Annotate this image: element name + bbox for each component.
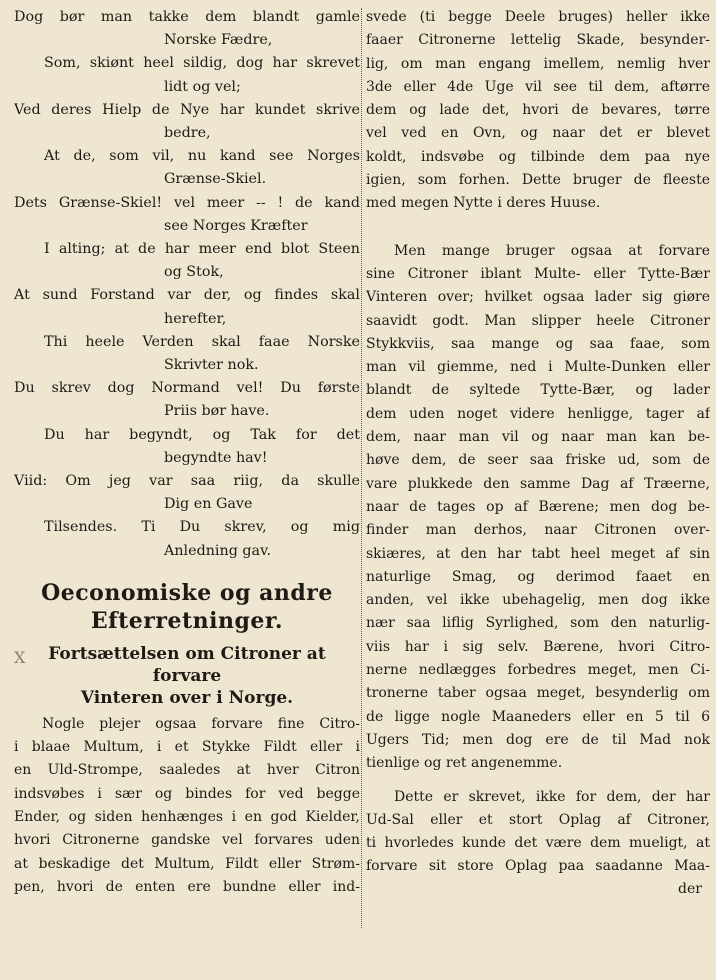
poem-line: Du har begyndt, og Tak for det <box>44 426 360 443</box>
section-title: Efterretninger. <box>90 607 284 634</box>
text-line: lig, om man engang imellem, nemlig hver <box>366 55 710 72</box>
text-line: vel ved en Ovn, og naar det er blevet <box>366 125 710 142</box>
poem-line: begyndte hav! <box>164 449 268 466</box>
text-line: 3de eller 4de Uge vil see til dem, aftørre <box>366 78 710 95</box>
poem-line: Anledning gav. <box>164 542 272 559</box>
poem-line: Skrivter nok. <box>164 357 259 374</box>
poem-line: At sund Forstand var der, og findes skal <box>14 287 360 304</box>
text-line: forvare sit store Oplag paa saadanne Maa- <box>366 858 710 875</box>
poem-line: bedre, <box>164 125 211 142</box>
text-line: med megen Nytte i deres Huuse. <box>366 195 601 212</box>
text-line: dem og lade det, hvori de bevares, tørre <box>366 102 710 119</box>
poem-line: lidt og vel; <box>164 78 241 95</box>
text-line: sine Citroner iblant Multe- eller Tytte-Bær <box>366 265 710 282</box>
text-line: en Uld-Strompe, saaledes at hver Citron <box>14 762 360 779</box>
text-line: vare plukkede den samme Dag af Træerne, <box>366 475 710 492</box>
poem-line: Priis bør have. <box>164 403 270 420</box>
poem-line: see Norges Kræfter <box>164 217 308 234</box>
text-line-end: der <box>678 880 702 897</box>
text-line: blandt de syltede Tytte-Bær, og lader <box>366 382 710 399</box>
article-title: Fortsættelsen om Citroner at forvare <box>48 643 326 686</box>
poem-line: herefter, <box>164 310 227 327</box>
poem-line: og Stok, <box>164 264 224 281</box>
poem-line: Du skrev dog Normand vel! Du første <box>14 380 360 397</box>
article-title: Vinteren over i Norge. <box>80 687 294 708</box>
text-line: at beskadige det Multum, Fildt eller Strøm- <box>14 855 360 872</box>
section-title: Oeconomiske og andre <box>41 579 333 606</box>
poem-line: At de, som vil, nu kand see Norges <box>44 148 360 165</box>
text-line: igien, som forhen. Dette bruger de fleeste <box>366 172 710 189</box>
text-line: dem uden noget videre henligge, tager af <box>366 405 710 422</box>
text-line: Men mange bruger ogsaa at forvare <box>394 242 710 259</box>
margin-mark: X <box>14 648 26 667</box>
right-paragraph-3 <box>366 786 710 899</box>
text-line: naar de tages op af Bærene; men dog be- <box>366 498 710 515</box>
poem <box>14 6 360 563</box>
text-line: ti hvorledes kunde det være dem mueligt, at <box>366 835 710 852</box>
poem-line: Norske Fædre, <box>164 32 273 49</box>
text-line: Vinteren over; hvilket ogsaa lader sig giøre <box>366 289 710 306</box>
text-line: naturlige Smag, og derimod faaet en <box>366 568 710 585</box>
text-line: nerne nedlægges forbedres meget, men Ci- <box>366 662 710 679</box>
text-line: man vil giemme, ned i Multe-Dunken eller <box>366 359 710 376</box>
text-line: i blaae Multum, i et Stykke Fildt eller i <box>14 739 360 756</box>
left-column <box>14 6 360 899</box>
text-line: Ud-Sal eller et stort Oplag af Citroner, <box>366 811 710 828</box>
text-line: tienlige og ret angenemme. <box>366 755 563 772</box>
text-line: Stykkviis, saa mange og saa faae, som <box>366 335 710 352</box>
text-line: pen, hvori de enten ere bundne eller ind- <box>14 878 360 895</box>
poem-line: Viid: Om jeg var saa riig, da skulle <box>14 473 360 490</box>
text-line: de ligge nogle Maaneders eller en 5 til 6 <box>366 708 710 725</box>
text-line: Ugers Tid; men dog ere de til Mad nok <box>366 731 710 748</box>
poem-line: Tilsendes. Ti Du skrev, og mig <box>44 519 360 536</box>
text-line: faaer Citronerne lettelig Skade, besynder- <box>366 32 710 49</box>
poem-line: Grænse-Skiel. <box>164 171 267 188</box>
text-line: anden, vel ikke ubehagelig, men dog ikke <box>366 592 710 609</box>
text-line: Dette er skrevet, ikke for dem, der har <box>394 788 710 805</box>
text-line: Nogle plejer ogsaa forvare fine Citro- <box>42 715 360 732</box>
left-paragraph <box>14 713 360 899</box>
poem-line: Dig en Gave <box>164 496 253 513</box>
text-line: hvori Citronerne gandske vel forvares uden <box>14 832 360 849</box>
text-line: svede (ti begge Deele bruges) heller ikke <box>366 9 710 25</box>
text-line: dem, naar man vil og naar man kan be- <box>366 429 710 446</box>
right-paragraph-1 <box>366 6 710 216</box>
text-line: saavidt godt. Man slipper heele Citroner <box>366 312 710 329</box>
poem-line: Ved deres Hielp de Nye har kundet skrive <box>14 101 360 118</box>
text-line: finder man derhos, naar Citronen over- <box>366 522 710 539</box>
text-line: tronerne taber ogsaa meget, besynderlig om <box>366 685 710 702</box>
text-line: viis har i sig selv. Bærene, hvori Citro- <box>366 638 710 655</box>
poem-line: Dets Grænse-Skiel! vel meer -- ! de kand <box>14 194 360 211</box>
column-divider <box>361 8 362 928</box>
text-line: høve dem, de seer saa friske ud, som de <box>366 452 710 469</box>
text-line: nær saa liflig Syrlighed, som den naturlig- <box>366 615 710 632</box>
right-column <box>366 6 710 899</box>
poem-line: Thi heele Verden skal faae Norske <box>44 333 360 350</box>
poem-line: Som, skiønt heel sildig, dog har skrevet <box>44 55 360 72</box>
text-line: koldt, indsvøbe og tilbinde dem paa nye <box>366 148 710 165</box>
text-line: skiæres, at den har tabt heel meget af sin <box>366 545 710 562</box>
right-paragraph-2 <box>366 240 710 776</box>
poem-line: I alting; at de har meer end blot Steen <box>44 241 360 258</box>
text-line: indsvøbes i sær og bindes for ved begge <box>14 785 360 802</box>
text-line: Ender, og siden henhænges i en god Kielder, <box>14 809 360 826</box>
poem-line: Dog bør man takke dem blandt gamle <box>14 9 360 25</box>
